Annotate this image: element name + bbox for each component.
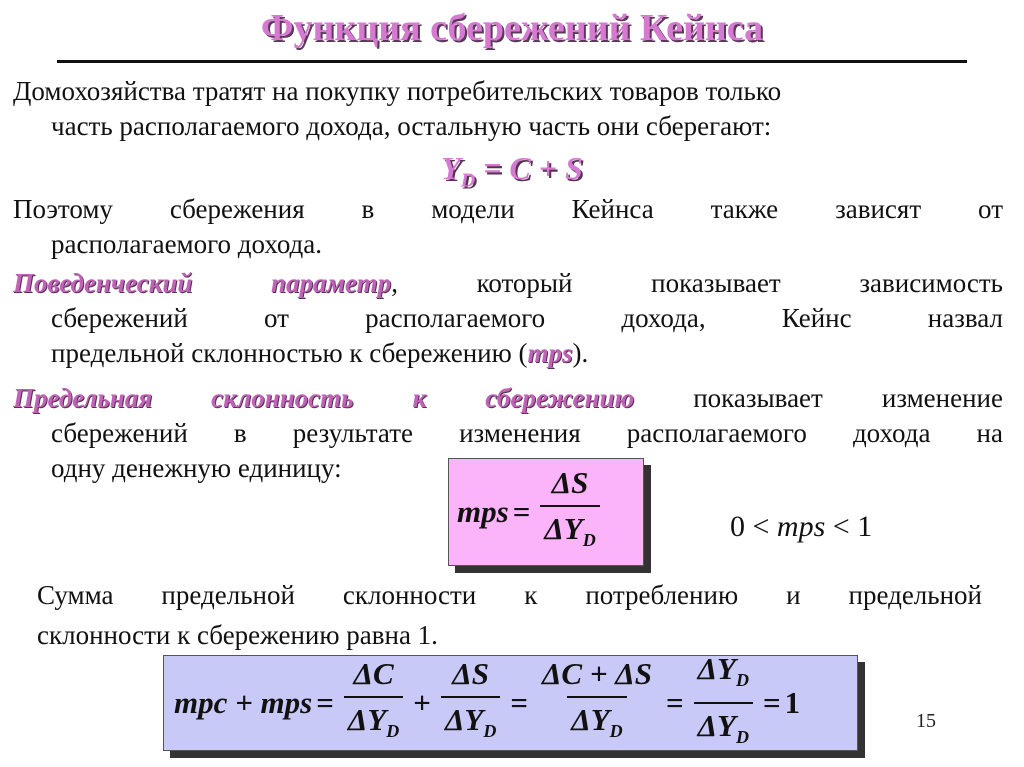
denominator-text: ΔY [544, 511, 583, 547]
equation-y-subscript: D [460, 169, 476, 192]
mps-range-inequality [730, 510, 872, 544]
inequality-lt: < [752, 510, 770, 543]
inequality-right: 1 [857, 510, 873, 543]
equation-income-identity [0, 150, 1024, 192]
denominator-subscript: D [735, 727, 749, 748]
fraction-numerator: ΔS [452, 656, 489, 692]
paragraph-line: склонности к сбережению равна 1. [37, 620, 438, 650]
paragraph-sum-equals-one [37, 575, 982, 655]
paragraph-text: ). [572, 338, 589, 368]
paragraph-line: сбережений в результате изменения располагаемого дохода на [51, 418, 1003, 448]
paragraph-line: Поэтому сбережения в модели Кейнса также зависят от [13, 194, 1003, 224]
numerator-subscript: D [735, 670, 749, 690]
paragraph-line: часть располагаемого дохода, остальную часть они сберегают: [51, 111, 772, 141]
fraction-dc-plus-ds-over-dy [538, 654, 656, 751]
inequality-lt: < [832, 510, 850, 543]
denominator-text: ΔY [347, 702, 387, 738]
formula-mps-box [448, 458, 644, 566]
paragraph-line [13, 381, 1003, 416]
title-underline [57, 60, 967, 63]
equation-y: Y [441, 150, 461, 186]
page-number: 15 [916, 710, 936, 732]
fraction-denominator [344, 696, 403, 751]
formula-sum-box [163, 650, 858, 751]
formula-mps-lhs: mps [457, 494, 509, 529]
paragraph-savings-depend [13, 192, 1003, 262]
inequality-left: 0 [730, 510, 745, 543]
numerator-text: ΔY [697, 650, 736, 686]
term-behavioral-parameter: Поведенческий параметр [13, 268, 392, 298]
term-marginal-propensity-to-save: Предельная склонность к сбережению [13, 383, 635, 413]
formula-equals: = [512, 494, 531, 529]
slide-title: Функция сбережений Кейнса [260, 7, 764, 49]
paragraph-line: располагаемого дохода. [51, 229, 323, 259]
term-mps: mps [527, 338, 573, 368]
fraction-denominator [694, 702, 753, 757]
fraction-numerator: ΔS [551, 465, 589, 501]
paragraph-line: одну денежную единицу: [51, 453, 342, 483]
fraction-denominator [567, 696, 626, 751]
fraction-denominator [441, 696, 500, 751]
denominator-subscript: D [386, 721, 400, 742]
formula-equals: = [316, 685, 334, 720]
denominator-subscript: D [483, 721, 497, 742]
paragraph-behavioral-parameter [13, 266, 1003, 371]
formula-result: 1 [784, 685, 801, 720]
paragraph-line: сбережений от располагаемого дохода, Кейнс назвал [51, 303, 1003, 333]
paragraph-text: , который показывает зависимость [391, 268, 1003, 298]
paragraph-line [13, 266, 1003, 301]
paragraph-line: Домохозяйства тратят на покупку потребительских товаров только [13, 76, 782, 106]
denominator-text: ΔY [444, 702, 484, 738]
fraction-denominator [540, 505, 599, 560]
formula-equals: = [665, 685, 684, 720]
paragraph-text: предельной склонностью к сбережению ( [51, 338, 528, 368]
fraction-numerator: ΔC [353, 656, 394, 692]
paragraph-text: показывает изменение [634, 383, 1003, 413]
denominator-subscript: D [609, 721, 623, 742]
formula-plus: + [413, 685, 431, 720]
fraction-dy-over-dy [694, 649, 753, 757]
formula-sum-lhs: mpc + mps [174, 685, 313, 720]
denominator-text: ΔY [697, 708, 736, 743]
paragraph-line: Сумма предельной склонности к потреблению и предельной [37, 580, 982, 610]
formula-equals: = [762, 685, 781, 720]
fraction-dc-over-dy [344, 654, 403, 751]
paragraph-line [13, 336, 1003, 371]
inequality-mps: mps [776, 510, 826, 543]
formula-mps-fraction [540, 463, 599, 560]
formula-equals: = [510, 685, 528, 720]
fraction-ds-over-dy [441, 654, 500, 751]
denominator-subscript: D [582, 530, 596, 551]
fraction-numerator [694, 649, 753, 702]
fraction-numerator: ΔC + ΔS [541, 656, 652, 692]
paragraph-households [13, 74, 1003, 144]
equation-rest: = C + S [475, 150, 583, 186]
denominator-text: ΔY [571, 702, 610, 738]
